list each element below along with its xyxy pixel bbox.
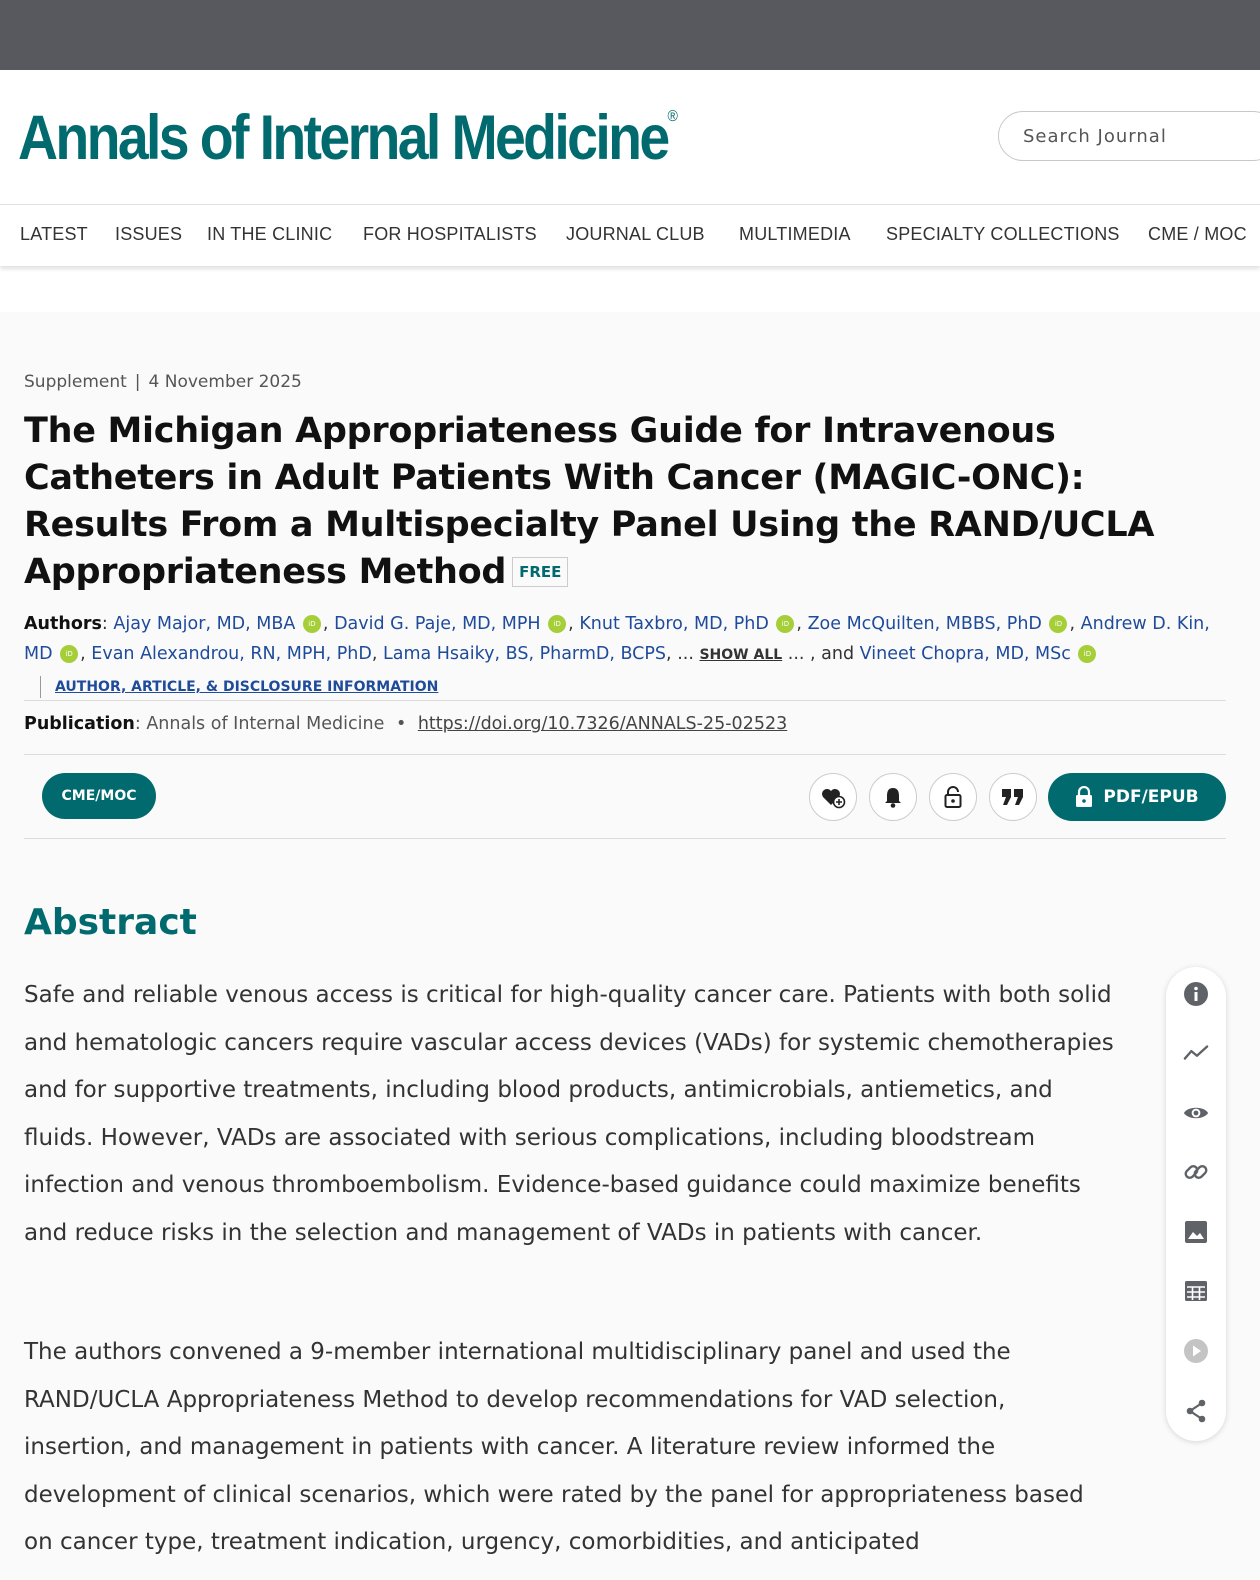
author-link[interactable]: Vineet Chopra, MD, MSc [859,644,1071,664]
alert-button[interactable] [869,773,917,821]
nav-item-multimedia[interactable]: MULTIMEDIA [739,224,851,244]
free-badge: FREE [512,557,568,587]
view-button[interactable] [1183,1100,1209,1126]
author-list: Authors: Ajay Major, MD, MBA iD , David G. Paje, MD, MPH iD , Knut Taxbro, MD, PhD iD , Zoe McQuilten, MBBS, PhD iD , Andrew D. Kin, MD iD , Evan Alexandrou, RN, MPH, PhD, Lama Hsaiky, BS, PharmD, BCPS, ... SHOW ALL ... , and Vineet Chopra, MD, MSc iD [24,614,1210,664]
metrics-button[interactable] [1183,1040,1209,1066]
share-icon [1184,1399,1208,1423]
info-icon [1183,981,1209,1007]
orcid-icon[interactable]: iD [303,615,321,633]
nav-item-cme-moc[interactable]: CME / MOC [1148,224,1247,244]
nav-item-issues[interactable]: ISSUES [115,224,183,244]
doi-link[interactable]: https://doi.org/10.7326/ANNALS-25-02523 [417,714,788,734]
author-link[interactable]: Ajay Major, MD, MBA [113,614,296,634]
lock-icon [1075,786,1093,808]
tables-button[interactable] [1183,1278,1209,1304]
author-link[interactable]: Lama Hsaiky, BS, PharmD, BCPS [382,644,667,664]
pdf-epub-button[interactable]: PDF/EPUB [1048,773,1226,821]
unlock-icon [942,785,964,809]
eye-icon [1183,1103,1209,1123]
article-meta: Supplement | 4 November 2025 [24,372,302,392]
link-button[interactable] [1183,1159,1209,1185]
media-button[interactable] [1183,1338,1209,1364]
metrics-icon [1183,1043,1209,1063]
show-all-authors-button[interactable]: SHOW ALL [699,647,783,663]
access-button[interactable] [929,773,977,821]
divider [24,838,1226,839]
info-button[interactable] [1183,981,1209,1007]
nav-item-specialty-collections[interactable]: SPECIALTY COLLECTIONS [886,224,1120,244]
nav-item-latest[interactable]: LATEST [20,224,88,244]
article-date: 4 November 2025 [148,372,302,392]
favorite-add-button[interactable] [809,773,857,821]
nav-item-for-hospitalists[interactable]: FOR HOSPITALISTS [363,224,537,244]
author-link[interactable]: David G. Paje, MD, MPH [334,614,541,634]
publication-info: Publication: Annals of Internal Medicine • https://doi.org/10.7326/ANNALS-25-02523 [24,714,788,734]
top-bar [0,0,1260,70]
nav-item-journal-club[interactable]: JOURNAL CLUB [566,224,705,244]
orcid-icon[interactable]: iD [60,645,78,663]
divider [24,754,1226,755]
abstract-paragraph: The authors convened a 9-member international multidisciplinary panel and used the RAND/UCLA Appropriateness Method to develop recommendations for VAD selection, insertion, and management in patients with cancer. A literature review informed the development of clinical scenarios, which were rated by the panel for appropriateness based on cancer type, treatment indication, urgency, comorbidities, and anticipated [24,1339,1084,1556]
table-icon [1184,1280,1208,1302]
share-button[interactable] [1183,1398,1209,1424]
abstract-paragraph: Safe and reliable venous access is critical for high-quality cancer care. Patients with both solid and hematologic cancers require vascular access devices (VADs) for systemic chemotherapies and for supportive treatments, including blood products, antimicrobials, antiemetics, and fluids. However, VADs are associated with serious complications, including bloodstream infection and venous thromboembolism. Evidence-based guidance could maximize benefits and reduce risks in the selection and management of VADs in patients with cancer. [24,982,1114,1246]
nav-item-in-the-clinic[interactable]: IN THE CLINIC [207,224,333,244]
favorite-add-icon [820,785,846,809]
author-link[interactable]: Andrew D. Kin, MD [24,614,1210,664]
quote-icon [1001,787,1025,807]
journal-logo[interactable]: Annals of Internal Medicine® [18,103,678,173]
link-icon [1183,1159,1209,1185]
author-link[interactable]: Knut Taxbro, MD, PhD [579,614,769,634]
orcid-icon[interactable]: iD [1078,645,1096,663]
main-nav [0,204,1260,266]
cite-button[interactable] [989,773,1037,821]
cme-moc-button[interactable]: CME/MOC [42,773,156,819]
play-icon [1183,1338,1209,1364]
article-type: Supplement [24,372,127,392]
figures-button[interactable] [1183,1219,1209,1245]
author-link[interactable]: Evan Alexandrou, RN, MPH, PhD [91,644,372,664]
author-link[interactable]: Zoe McQuilten, MBBS, PhD [807,614,1042,634]
orcid-icon[interactable]: iD [776,615,794,633]
side-tool-rail [1166,967,1226,1441]
abstract-heading: Abstract [24,902,197,943]
search-input[interactable]: Search Journal [998,111,1260,161]
bell-icon [882,785,904,809]
image-icon [1184,1220,1208,1244]
orcid-icon[interactable]: iD [548,615,566,633]
disclosure-info-link[interactable]: AUTHOR, ARTICLE, & DISCLOSURE INFORMATION [40,676,438,698]
divider [24,700,1226,701]
site-header [0,70,1260,204]
orcid-icon[interactable]: iD [1049,615,1067,633]
article-title: The Michigan Appropriateness Guide for Intravenous Catheters in Adult Patients With Cancer (MAGIC-ONC): Results From a Multispecialty Panel Using the RAND/UCLA Appropriateness Method FREE [24,411,1155,592]
